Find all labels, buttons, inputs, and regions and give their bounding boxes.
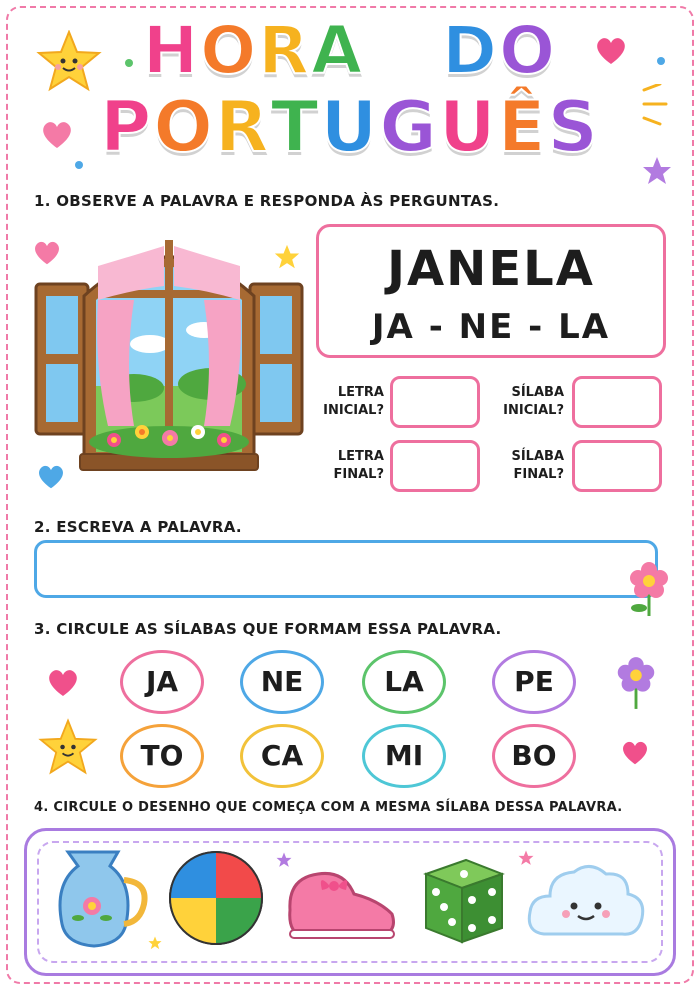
- label-line: INICIAL?: [503, 402, 564, 418]
- target-word-syllables: JA - NE - LA: [371, 307, 611, 347]
- syllable-option[interactable]: NE: [240, 650, 324, 714]
- title-char: G: [379, 86, 439, 168]
- syllable-final-label: [492, 448, 564, 483]
- title-char: O: [200, 12, 259, 89]
- heart-icon: [620, 740, 650, 766]
- syllable-initial-answer[interactable]: [572, 376, 662, 428]
- label-line: SÍLABA: [511, 449, 564, 464]
- write-word-field[interactable]: [34, 540, 658, 598]
- section-2-heading: 2. ESCREVA A PALAVRA.: [34, 518, 242, 536]
- sapato-icon[interactable]: [282, 860, 400, 944]
- heart-icon: [594, 36, 628, 66]
- title-char: A: [311, 12, 365, 89]
- heart-icon: [40, 120, 74, 150]
- title-char: R: [258, 12, 312, 89]
- star-smiley-icon: [38, 718, 98, 776]
- bola-icon[interactable]: [166, 846, 266, 950]
- label-line: LETRA: [337, 385, 384, 400]
- syllable-option[interactable]: LA: [362, 650, 446, 714]
- section-1-heading: 1. OBSERVE A PALAVRA E RESPONDA ÀS PERGUNTAS.: [34, 192, 500, 210]
- star-smiley-icon: [36, 30, 102, 92]
- star-icon: [148, 936, 162, 950]
- title-char: H: [142, 12, 201, 89]
- dot-icon: [656, 56, 666, 66]
- syllable-option[interactable]: BO: [492, 724, 576, 788]
- title-char: Ê: [497, 86, 548, 168]
- syllable-option[interactable]: JA: [120, 650, 204, 714]
- star-icon: [518, 850, 534, 866]
- letter-final-answer[interactable]: [390, 440, 480, 492]
- target-word: JANELA: [387, 241, 595, 297]
- title-char: U: [438, 86, 498, 168]
- star-icon: [276, 852, 292, 868]
- label-line: FINAL?: [513, 466, 564, 482]
- flower-icon: [612, 654, 660, 712]
- jarra-icon[interactable]: [48, 844, 152, 954]
- dado-icon[interactable]: [416, 852, 508, 948]
- section-4-heading: 4. CIRCULE O DESENHO QUE COMEÇA COM A MESMA SÍLABA DESSA PALAVRA.: [34, 800, 623, 815]
- sparkle-lines-icon: [640, 84, 670, 130]
- title-char: O: [153, 86, 215, 168]
- syllable-initial-label: [492, 384, 564, 419]
- flower-icon: [624, 560, 674, 618]
- syllable-option[interactable]: MI: [362, 724, 446, 788]
- word-box: [316, 224, 666, 358]
- label-line: FINAL?: [333, 466, 384, 482]
- title-char: R: [214, 86, 271, 168]
- heart-icon: [36, 464, 66, 490]
- star-icon: [642, 156, 672, 186]
- label-line: SÍLABA: [511, 385, 564, 400]
- heart-icon: [32, 240, 62, 266]
- syllable-option[interactable]: TO: [120, 724, 204, 788]
- letter-initial-label: [314, 384, 384, 419]
- dot-icon: [74, 160, 84, 170]
- title-char: S: [547, 86, 600, 168]
- nuvem-icon[interactable]: [524, 856, 648, 942]
- letter-final-label: [314, 448, 384, 483]
- title-char: D: [442, 12, 499, 89]
- letter-initial-answer[interactable]: [390, 376, 480, 428]
- title-char: P: [100, 86, 154, 168]
- title-line-2: [0, 86, 700, 168]
- heart-icon: [46, 668, 80, 698]
- dot-icon: [124, 58, 134, 68]
- label-line: LETRA: [337, 449, 384, 464]
- title-char: O: [498, 12, 558, 89]
- window-illustration: [34, 226, 304, 488]
- section-3-heading: 3. CIRCULE AS SÍLABAS QUE FORMAM ESSA PALAVRA.: [34, 620, 502, 638]
- syllable-final-answer[interactable]: [572, 440, 662, 492]
- syllable-option[interactable]: PE: [492, 650, 576, 714]
- syllable-option[interactable]: CA: [240, 724, 324, 788]
- title-char: U: [320, 86, 380, 168]
- star-icon: [274, 244, 300, 270]
- label-line: INICIAL?: [323, 402, 384, 418]
- title-char: T: [270, 86, 321, 168]
